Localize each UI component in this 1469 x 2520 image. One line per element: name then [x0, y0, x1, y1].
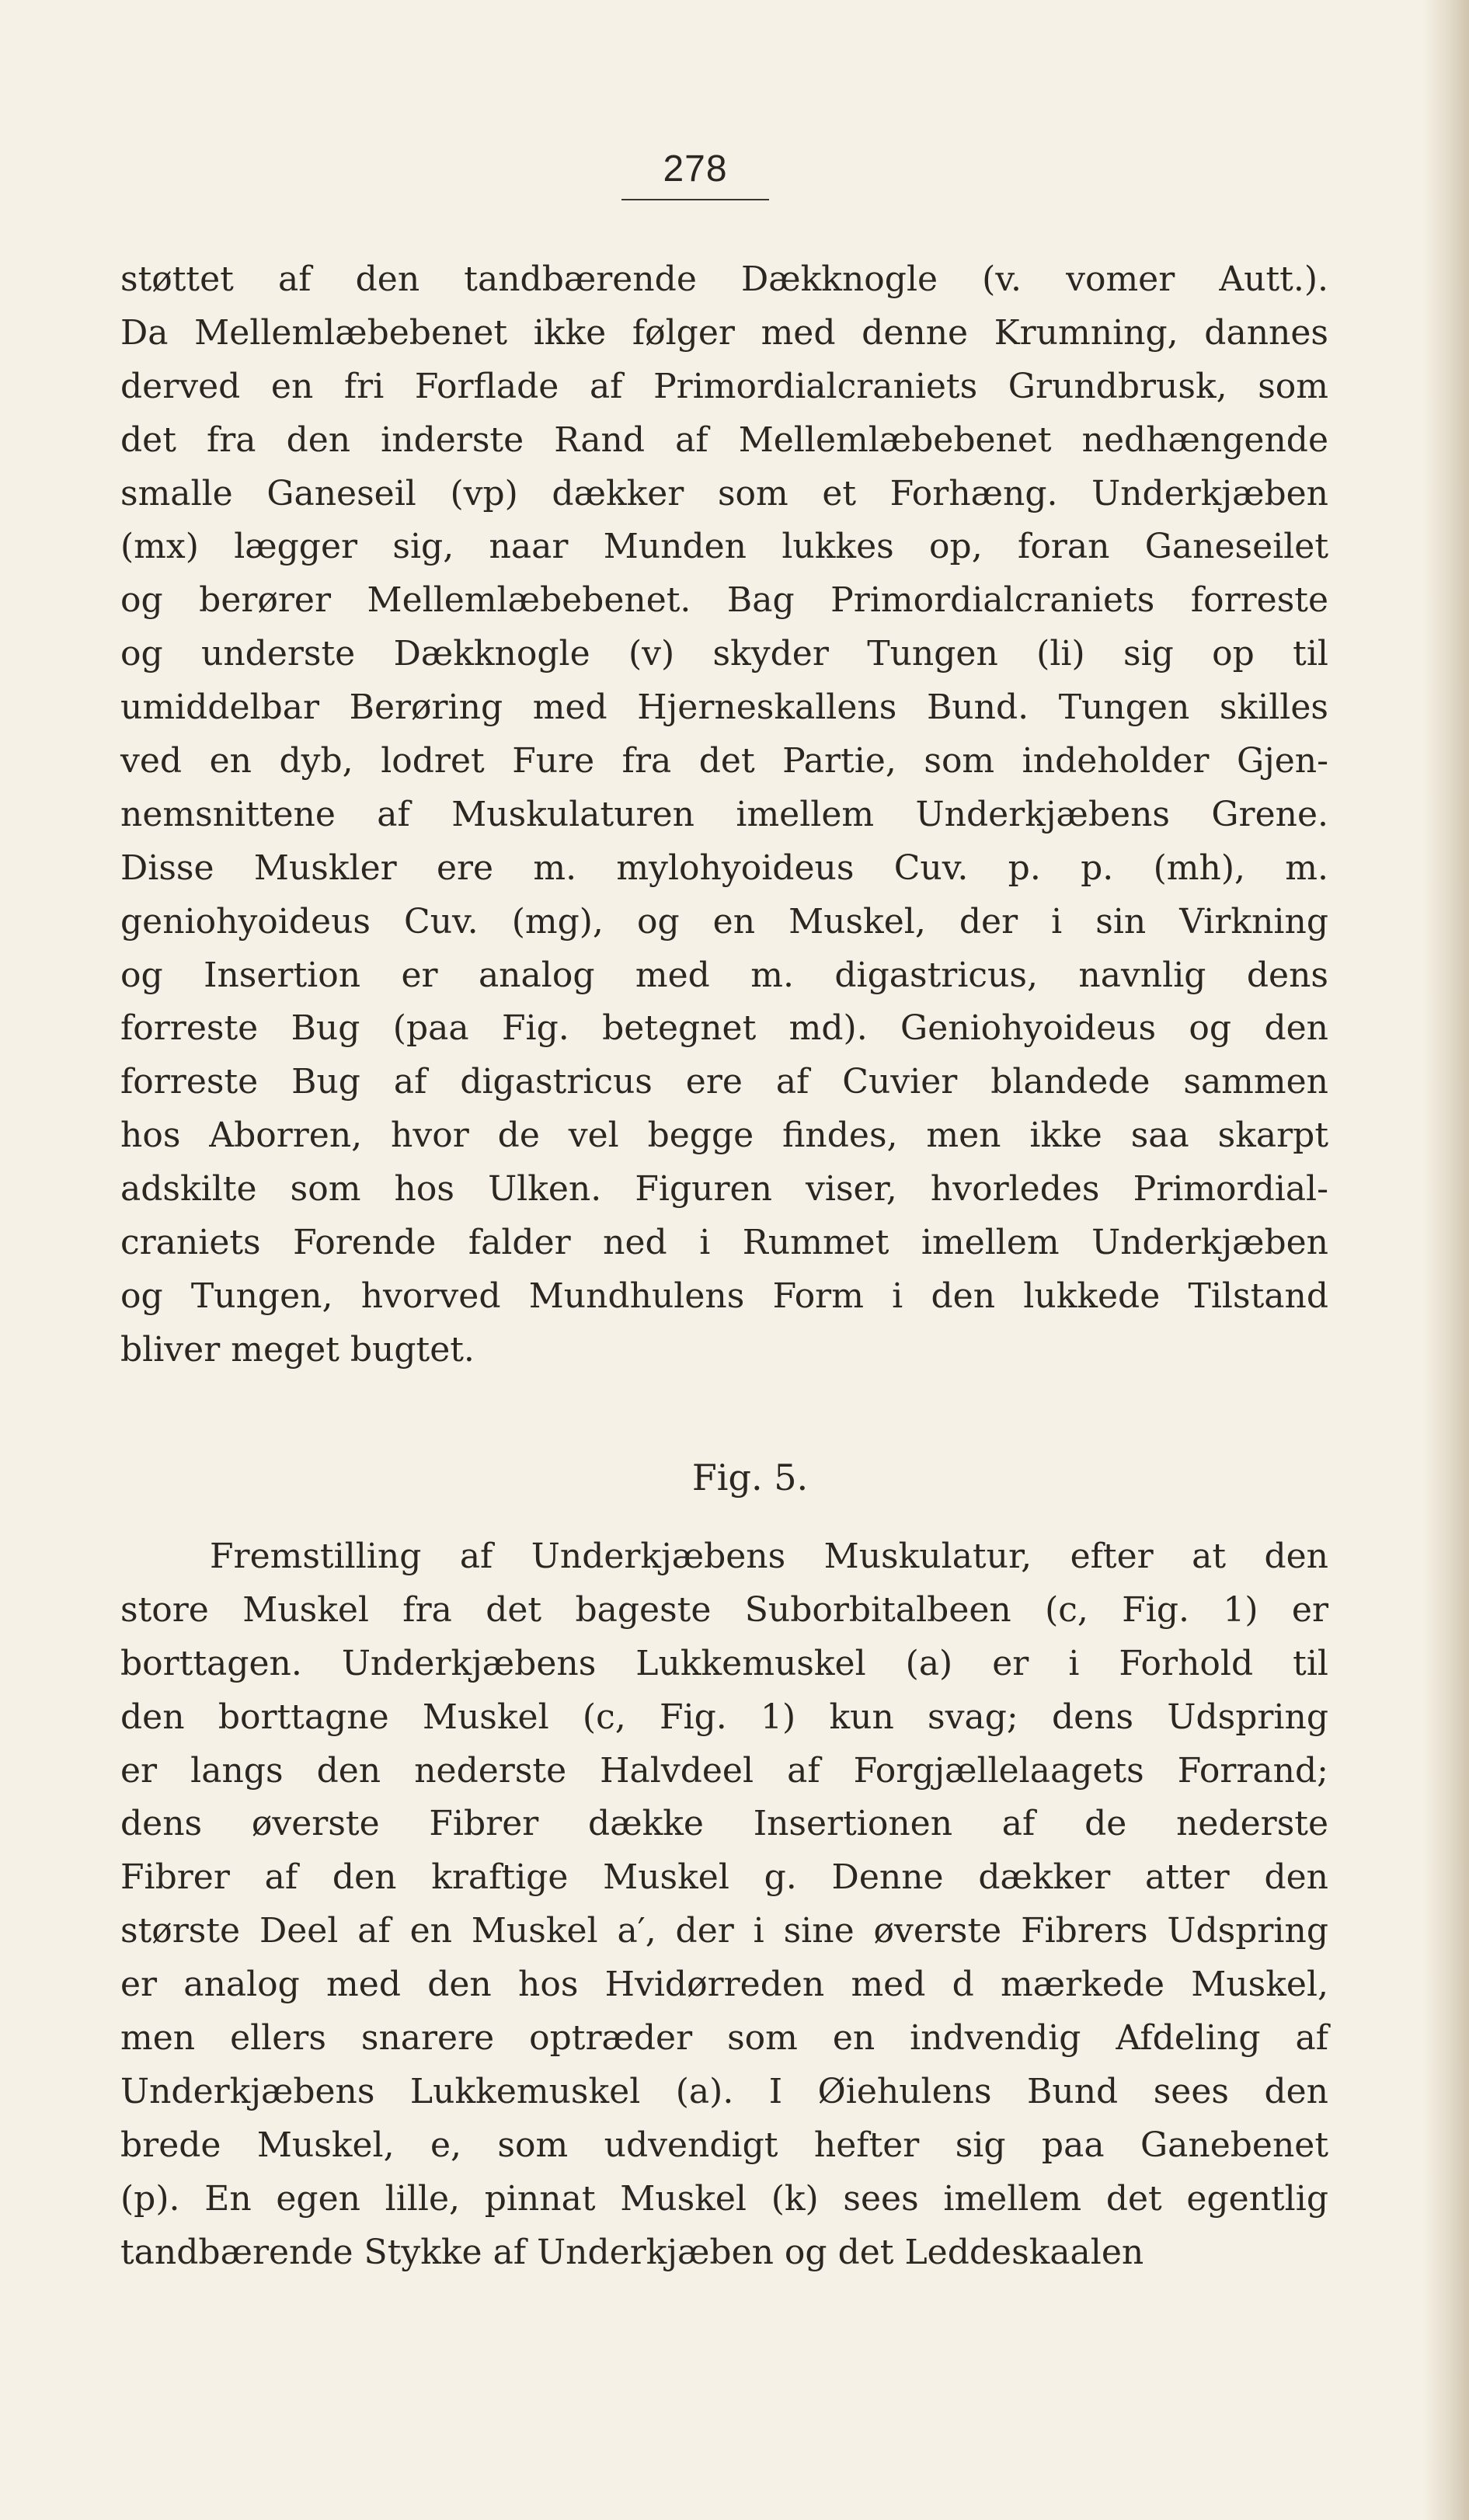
text-line: forreste Bug (paa Fig. betegnet md). Geniohyoideus og den	[120, 1008, 1328, 1049]
text-line: smalle Ganeseil (vp) dækker som et Forhæng. Underkjæben	[120, 473, 1328, 513]
page-number-underline	[621, 199, 769, 200]
text-line: umiddelbar Berøring med Hjerneskallens Bund. Tungen skilles	[120, 687, 1328, 728]
text-line: Disse Muskler ere m. mylohyoideus Cuv. p. p. (mh), m.	[120, 848, 1328, 888]
text-line: craniets Forende falder ned i Rummet imellem Underkjæben	[120, 1223, 1328, 1263]
text-line: borttagen. Underkjæbens Lukkemuskel (a) er i Forhold til	[120, 1643, 1328, 1683]
text-line: men ellers snarere optræder som en indvendig Afdeling af	[120, 2018, 1328, 2059]
page-number: 278	[663, 148, 728, 190]
text-line: (mx) lægger sig, naar Munden lukkes op, foran Ganeseilet	[120, 527, 1328, 567]
text-line: og berører Mellemlæbebenet. Bag Primordialcraniets forreste	[120, 580, 1328, 621]
text-line: bliver meget bugtet.	[120, 1329, 475, 1370]
text-line: (p). En egen lille, pinnat Muskel (k) sees imellem det egentlig	[120, 2178, 1328, 2219]
text-line: forreste Bug af digastricus ere af Cuvier blandede sammen	[120, 1062, 1328, 1102]
paragraph-2	[120, 1530, 1328, 2279]
text-line: er langs den nederste Halvdeel af Forgjællelaagets Forrand;	[120, 1750, 1328, 1791]
text-line: hos Aborren, hvor de vel begge findes, men ikke saa skarpt	[120, 1116, 1328, 1156]
text-line: den borttagne Muskel (c, Fig. 1) kun svag; dens Udspring	[120, 1697, 1328, 1737]
text-line: det fra den inderste Rand af Mellemlæbebenet nedhængende	[120, 419, 1328, 460]
text-line: brede Muskel, e, som udvendigt hefter sig paa Ganebenet	[120, 2125, 1328, 2165]
page-edge-shadow	[1422, 0, 1469, 2520]
text-line: Fibrer af den kraftige Muskel g. Denne dækker atter den	[120, 1857, 1328, 1898]
text-line: derved en fri Forflade af Primordialcraniets Grundbrusk, som	[120, 366, 1328, 406]
text-line: tandbærende Stykke af Underkjæben og det Leddeskaalen	[120, 2232, 1144, 2272]
text-line: støttet af den tandbærende Dækknogle (v. vomer Autt.).	[120, 259, 1328, 299]
text-line: geniohyoideus Cuv. (mg), og en Muskel, der i sin Virkning	[120, 901, 1328, 942]
text-line: Fremstilling af Underkjæbens Muskulatur, efter at den	[210, 1537, 1328, 1576]
text-line: nemsnittene af Muskulaturen imellem Underkjæbens Grene.	[120, 794, 1328, 834]
text-line: ved en dyb, lodret Fure fra det Partie, som indeholder Gjen-	[120, 741, 1328, 781]
paragraph-1	[120, 253, 1328, 1377]
text-line: og underste Dækknogle (v) skyder Tungen (li) sig op til	[120, 634, 1328, 674]
text-line: store Muskel fra det bageste Suborbitalbeen (c, Fig. 1) er	[120, 1589, 1328, 1630]
text-line: er analog med den hos Hvidørreden med d mærkede Muskel,	[120, 1965, 1328, 2005]
text-line: og Insertion er analog med m. digastricus, navnlig dens	[120, 955, 1328, 995]
text-line: dens øverste Fibrer dække Insertionen af de nederste	[120, 1804, 1328, 1844]
text-line: største Deel af en Muskel a′, der i sine øverste Fibrers Udspring	[120, 1911, 1328, 1951]
figure-label: Fig. 5.	[691, 1457, 809, 1498]
text-line: adskilte som hos Ulken. Figuren viser, hvorledes Primordial-	[120, 1169, 1328, 1210]
text-line: Da Mellemlæbebenet ikke følger med denne Krumning, dannes	[120, 312, 1328, 353]
text-line: Underkjæbens Lukkemuskel (a). I Øiehulens Bund sees den	[120, 2071, 1328, 2111]
text-line: og Tungen, hvorved Mundhulens Form i den lukkede Tilstand	[120, 1276, 1328, 1316]
